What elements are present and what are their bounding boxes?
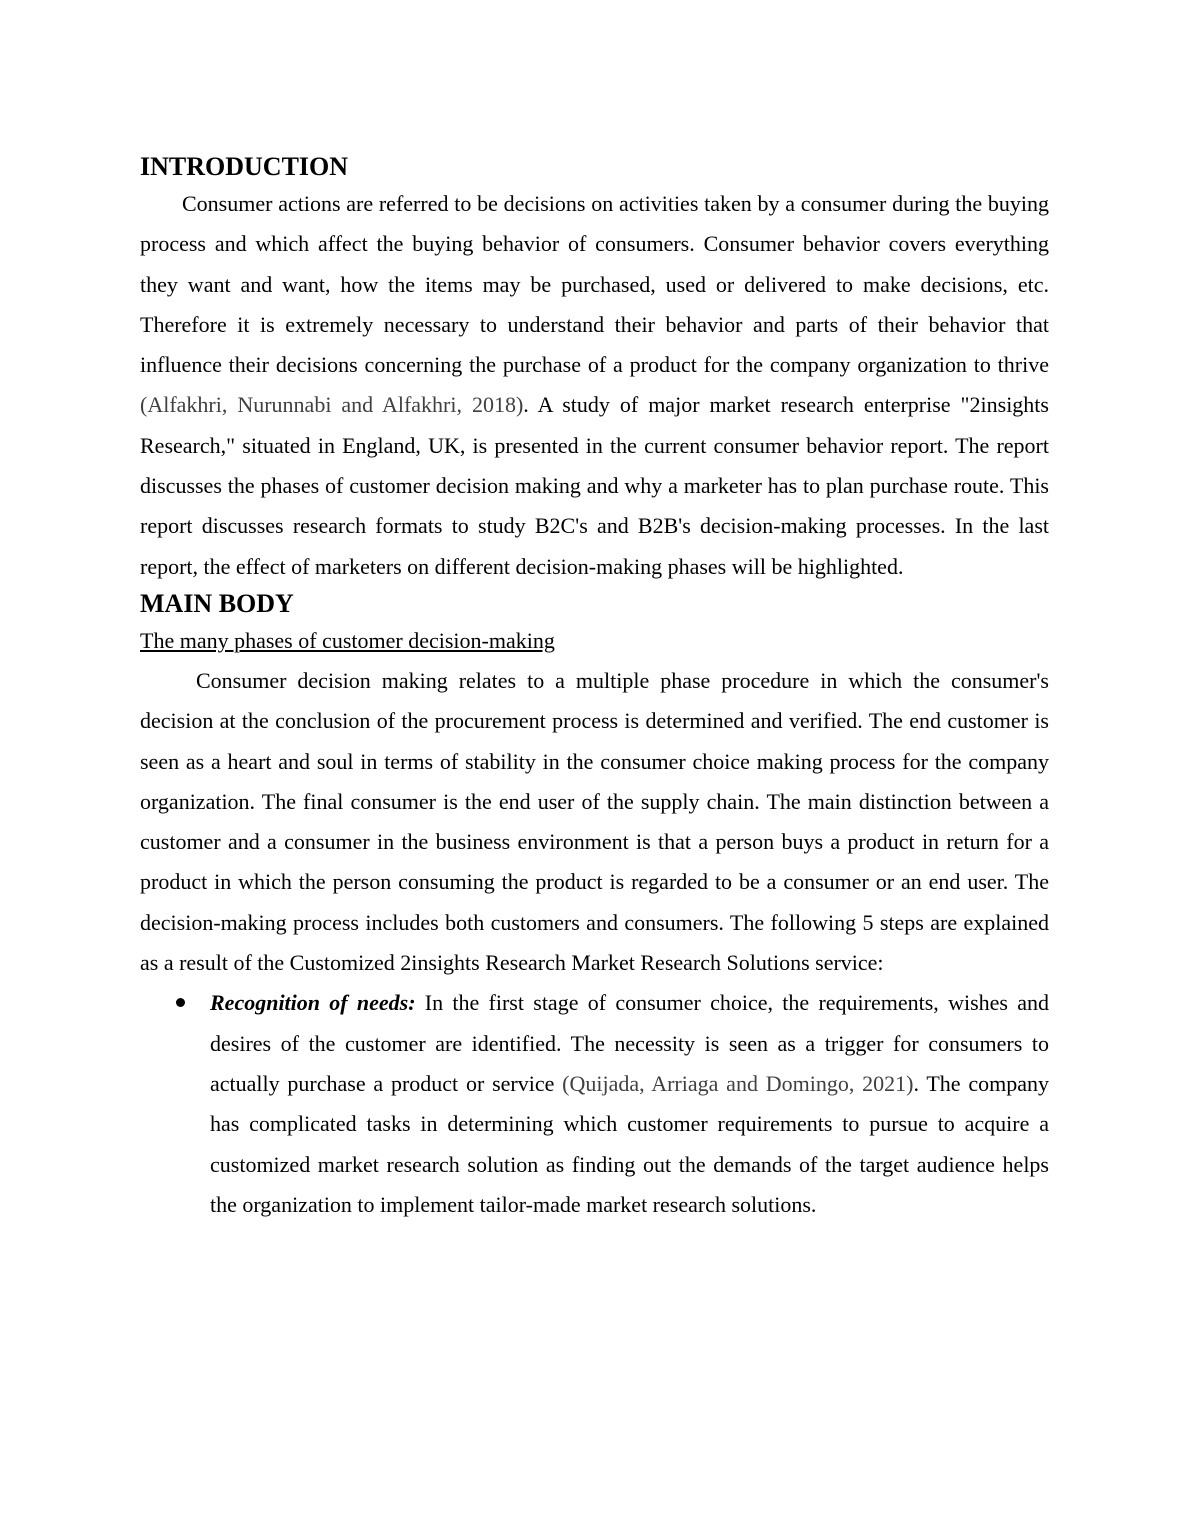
- bullet-term: Recognition of needs:: [210, 990, 416, 1016]
- introduction-heading: INTRODUCTION: [140, 152, 349, 181]
- bullet-citation: (Quijada, Arriaga and Domingo, 2021): [562, 1070, 914, 1096]
- introduction-paragraph: [140, 184, 1049, 587]
- list-item: [140, 983, 1049, 1225]
- introduction-text-1: Consumer actions are referred to be decisions on activities taken by a consumer during the buying process and which affect the buying behavior of consumers. Consumer behavior covers everything they want and want, how the items may be purchased, used or delivered to make decisions, etc. Therefore it is extremely necessary to understand their behavior and parts of their behavior that influence their decisions concerning the purchase of a product for the company organization to thrive: [140, 191, 1049, 378]
- bullet-icon: [176, 998, 185, 1007]
- bullet-text-2: . The company has complicated tasks in determining which customer requirements to pursue to acquire a customized market research solution as finding out the demands of the target audience helps the organization to implement tailor-made market research solutions.: [210, 1070, 1049, 1217]
- introduction-citation: (Alfakhri, Nurunnabi and Alfakhri, 2018): [140, 392, 524, 418]
- introduction-text-2: . A study of major market research enterprise "2insights Research," situated in England, UK, is presented in the current consumer behavior report. The report discusses the phases of customer decision making and why a marketer has to plan purchase route. This report discusses research formats to study B2C's and B2B's decision-making processes. In the last report, the effect of marketers on different decision-making phases will be highlighted.: [140, 392, 1049, 579]
- main-body-paragraph: Consumer decision making relates to a multiple phase procedure in which the consumer's decision at the conclusion of the procurement process is determined and verified. The end customer is seen as a heart and soul in terms of stability in the consumer choice making process for the company organization. The final consumer is the end user of the supply chain. The main distinction between a customer and a consumer in the business environment is that a person buys a product in return for a product in which the person consuming the product is regarded to be a consumer or an end user. The decision-making process includes both customers and consumers. The following 5 steps are explained as a result of the Customized 2insights Research Market Research Solutions service:: [140, 667, 1049, 976]
- main-body-heading: MAIN BODY: [140, 588, 294, 618]
- bullet-text-1: In the first stage of consumer choice, the requirements, wishes and desires of the customer are identified. The necessity is seen as a trigger for consumers to actually purchase a product or service: [210, 990, 1049, 1096]
- decision-steps-list: [140, 983, 1049, 1225]
- document-page: [140, 150, 1049, 1225]
- section-subheading: The many phases of customer decision-making: [140, 627, 555, 653]
